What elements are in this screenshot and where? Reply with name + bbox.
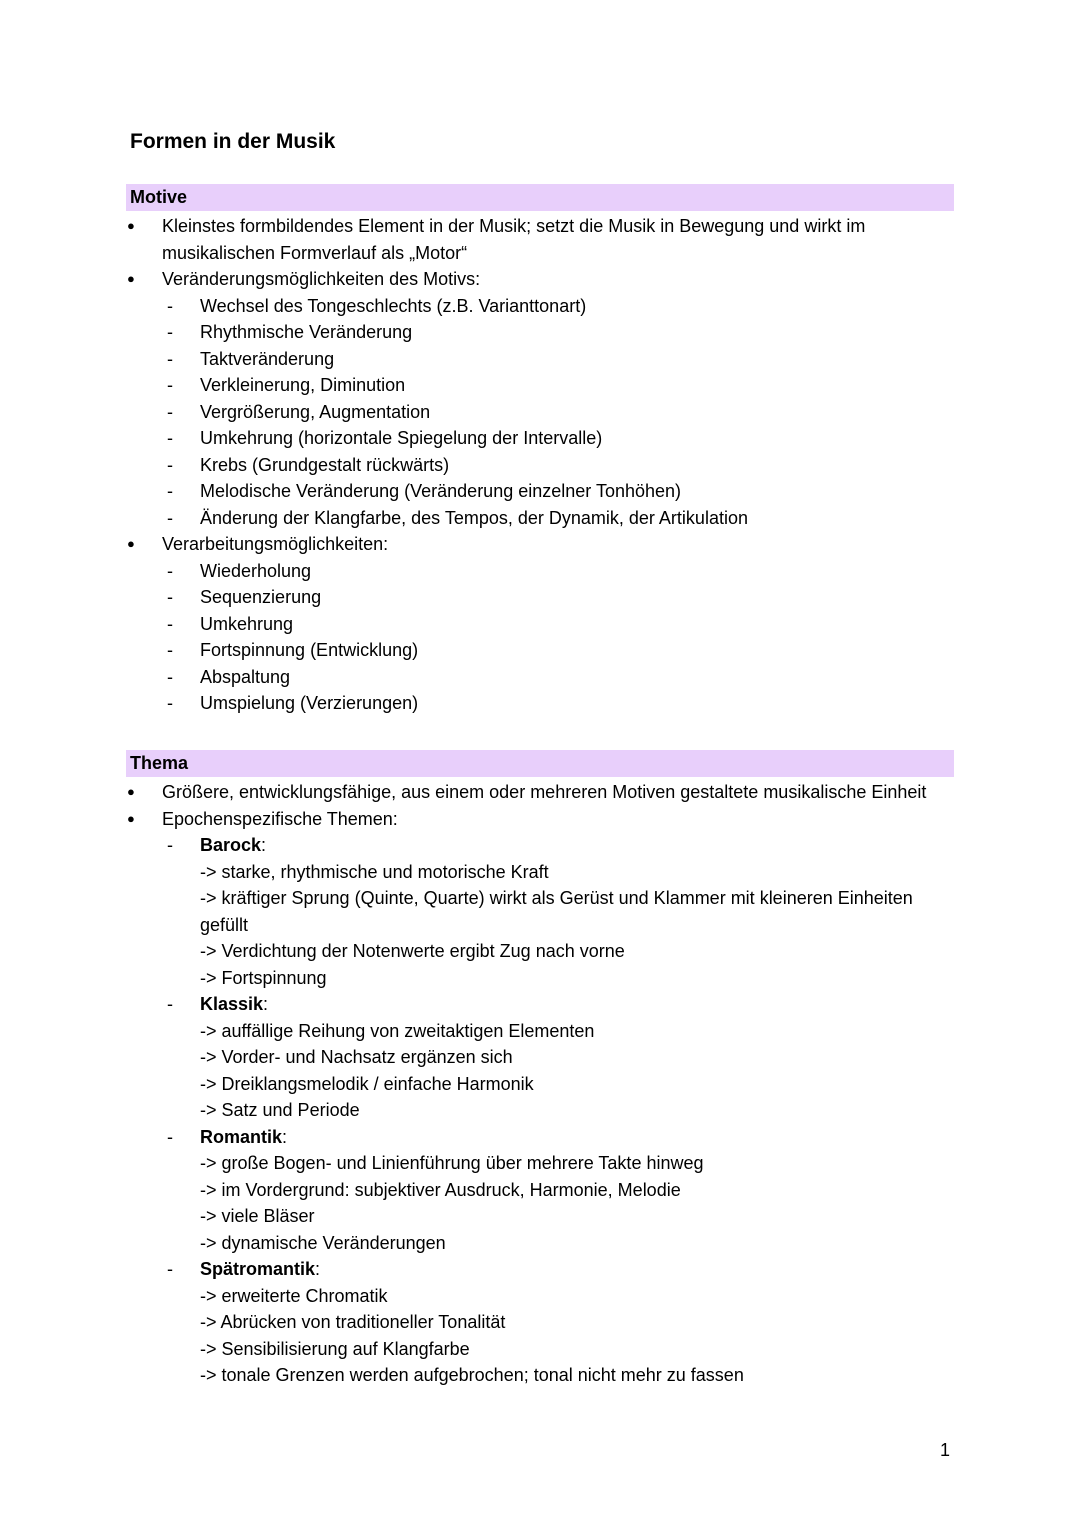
list-item: - Melodische Veränderung (Veränderung einzelner Tonhöhen) [162,478,954,505]
epoch-line: -> Dreiklangsmelodik / einfache Harmonik [200,1073,534,1094]
page-title: Formen in der Musik [130,130,336,153]
epoch-line: -> viele Bläser [200,1206,315,1226]
list-item: - Umkehrung [162,611,954,638]
list-item: - Sequenzierung [162,584,954,611]
epoch-barock: - Barock: -> starke, rhythmische und motorische Kraft -> kräftiger Sprung (Quinte, Quarte) wirkt als Gerüst und Klammer mit kleineren Einheiten gefüllt -> Verdichtung der Notenwerte ergibt Zug nach vorne -> Fortspinnung [162,832,954,991]
section-heading-thema: Thema [126,750,954,777]
list-item: - Umspielung (Verzierungen) [162,690,954,717]
motive-changes-list [162,293,954,532]
motive-changes-label: Veränderungsmöglichkeiten des Motivs: [162,269,481,289]
section-thema [126,750,954,1389]
section-heading-motive: Motive [126,184,954,211]
epoch-label: Klassik [200,994,264,1014]
epoch-klassik: - Klassik: -> auffällige Reihung von zweitaktigen Elementen -> Vorder- und Nachsatz ergänzen sich -> Dreiklangsmelodik / einfache Harmonik -> Satz und Periode [162,991,954,1124]
epoch-line: -> Satz und Periode [200,1100,360,1120]
list-item [126,266,954,531]
epoch-line: -> starke, rhythmische und motorische Kraft [200,861,549,882]
epoch-line: -> Verdichtung der Notenwerte ergibt Zug nach vorne [200,941,625,961]
section-motive [126,184,954,717]
list-item: - Umkehrung (horizontale Spiegelung der Intervalle) [162,425,954,452]
list-item: - Krebs (Grundgestalt rückwärts) [162,452,954,479]
list-item: - Rhythmische Veränderung [162,319,954,346]
list-item: - Verkleinerung, Diminution [162,372,954,399]
list-item: - Fortspinnung (Entwicklung) [162,637,954,664]
list-item [126,779,954,806]
list-item: - Taktveränderung [162,346,954,373]
epoch-line: -> große Bogen- und Linienführung über mehrere Takte hinweg [200,1153,704,1173]
motive-bullet-list [126,213,954,717]
motive-definition: Kleinstes formbildendes Element in der Musik; setzt die Musik in Bewegung und wirkt im musikalischen Formverlauf als „Motor“ [162,216,866,263]
list-item: - Wechsel des Tongeschlechts (z.B. Varianttonart) [162,293,954,320]
epoch-line: -> auffällige Reihung von zweitaktigen Elementen [200,1020,595,1041]
epoch-line: -> Fortspinnung [200,967,327,988]
epoch-line: -> Sensibilisierung auf Klangfarbe [200,1338,470,1359]
motive-processing-list [162,558,954,717]
epoch-label: Barock [200,835,262,855]
thema-definition: Größere, entwicklungsfähige, aus einem oder mehreren Motiven gestaltete musikalische Einheit [162,782,927,802]
page-number: 1 [940,1440,951,1460]
epoch-line: -> tonale Grenzen werden aufgebrochen; tonal nicht mehr zu fassen [200,1365,744,1385]
epoch-line: -> im Vordergrund: subjektiver Ausdruck, Harmonie, Melodie [200,1179,681,1200]
thema-epochs-list [162,832,954,1389]
motive-processing-label: Verarbeitungsmöglichkeiten: [162,534,389,554]
epoch-line: -> dynamische Veränderungen [200,1232,446,1253]
thema-epochs-label: Epochenspezifische Themen: [162,808,398,829]
list-item: - Abspaltung [162,664,954,691]
thema-bullet-list [126,779,954,1389]
list-item [126,531,954,717]
epoch-romantik: - Romantik: -> große Bogen- und Linienführung über mehrere Takte hinweg -> im Vordergrund: subjektiver Ausdruck, Harmonie, Melodie -> viele Bläser -> dynamische Veränderungen [162,1124,954,1257]
list-item: - Wiederholung [162,558,954,585]
epoch-spaetromantik: - Spätromantik: -> erweiterte Chromatik -> Abrücken von traditioneller Tonalität -> Sensibilisierung auf Klangfarbe -> tonale Grenzen werden aufgebrochen; tonal nicht mehr zu fassen [162,1256,954,1389]
epoch-line: -> erweiterte Chromatik [200,1285,388,1306]
list-item: - Änderung der Klangfarbe, des Tempos, der Dynamik, der Artikulation [162,505,954,532]
epoch-label: Romantik [200,1126,283,1147]
list-item: - Vergrößerung, Augmentation [162,399,954,426]
epoch-line: -> Vorder- und Nachsatz ergänzen sich [200,1047,513,1067]
list-item [126,213,954,266]
list-item [126,806,954,1389]
epoch-line: -> Abrücken von traditioneller Tonalität [200,1312,506,1332]
epoch-label: Spätromantik [200,1259,316,1279]
epoch-line: -> kräftiger Sprung (Quinte, Quarte) wirkt als Gerüst und Klammer mit kleineren Einheiten gefüllt [200,888,913,935]
